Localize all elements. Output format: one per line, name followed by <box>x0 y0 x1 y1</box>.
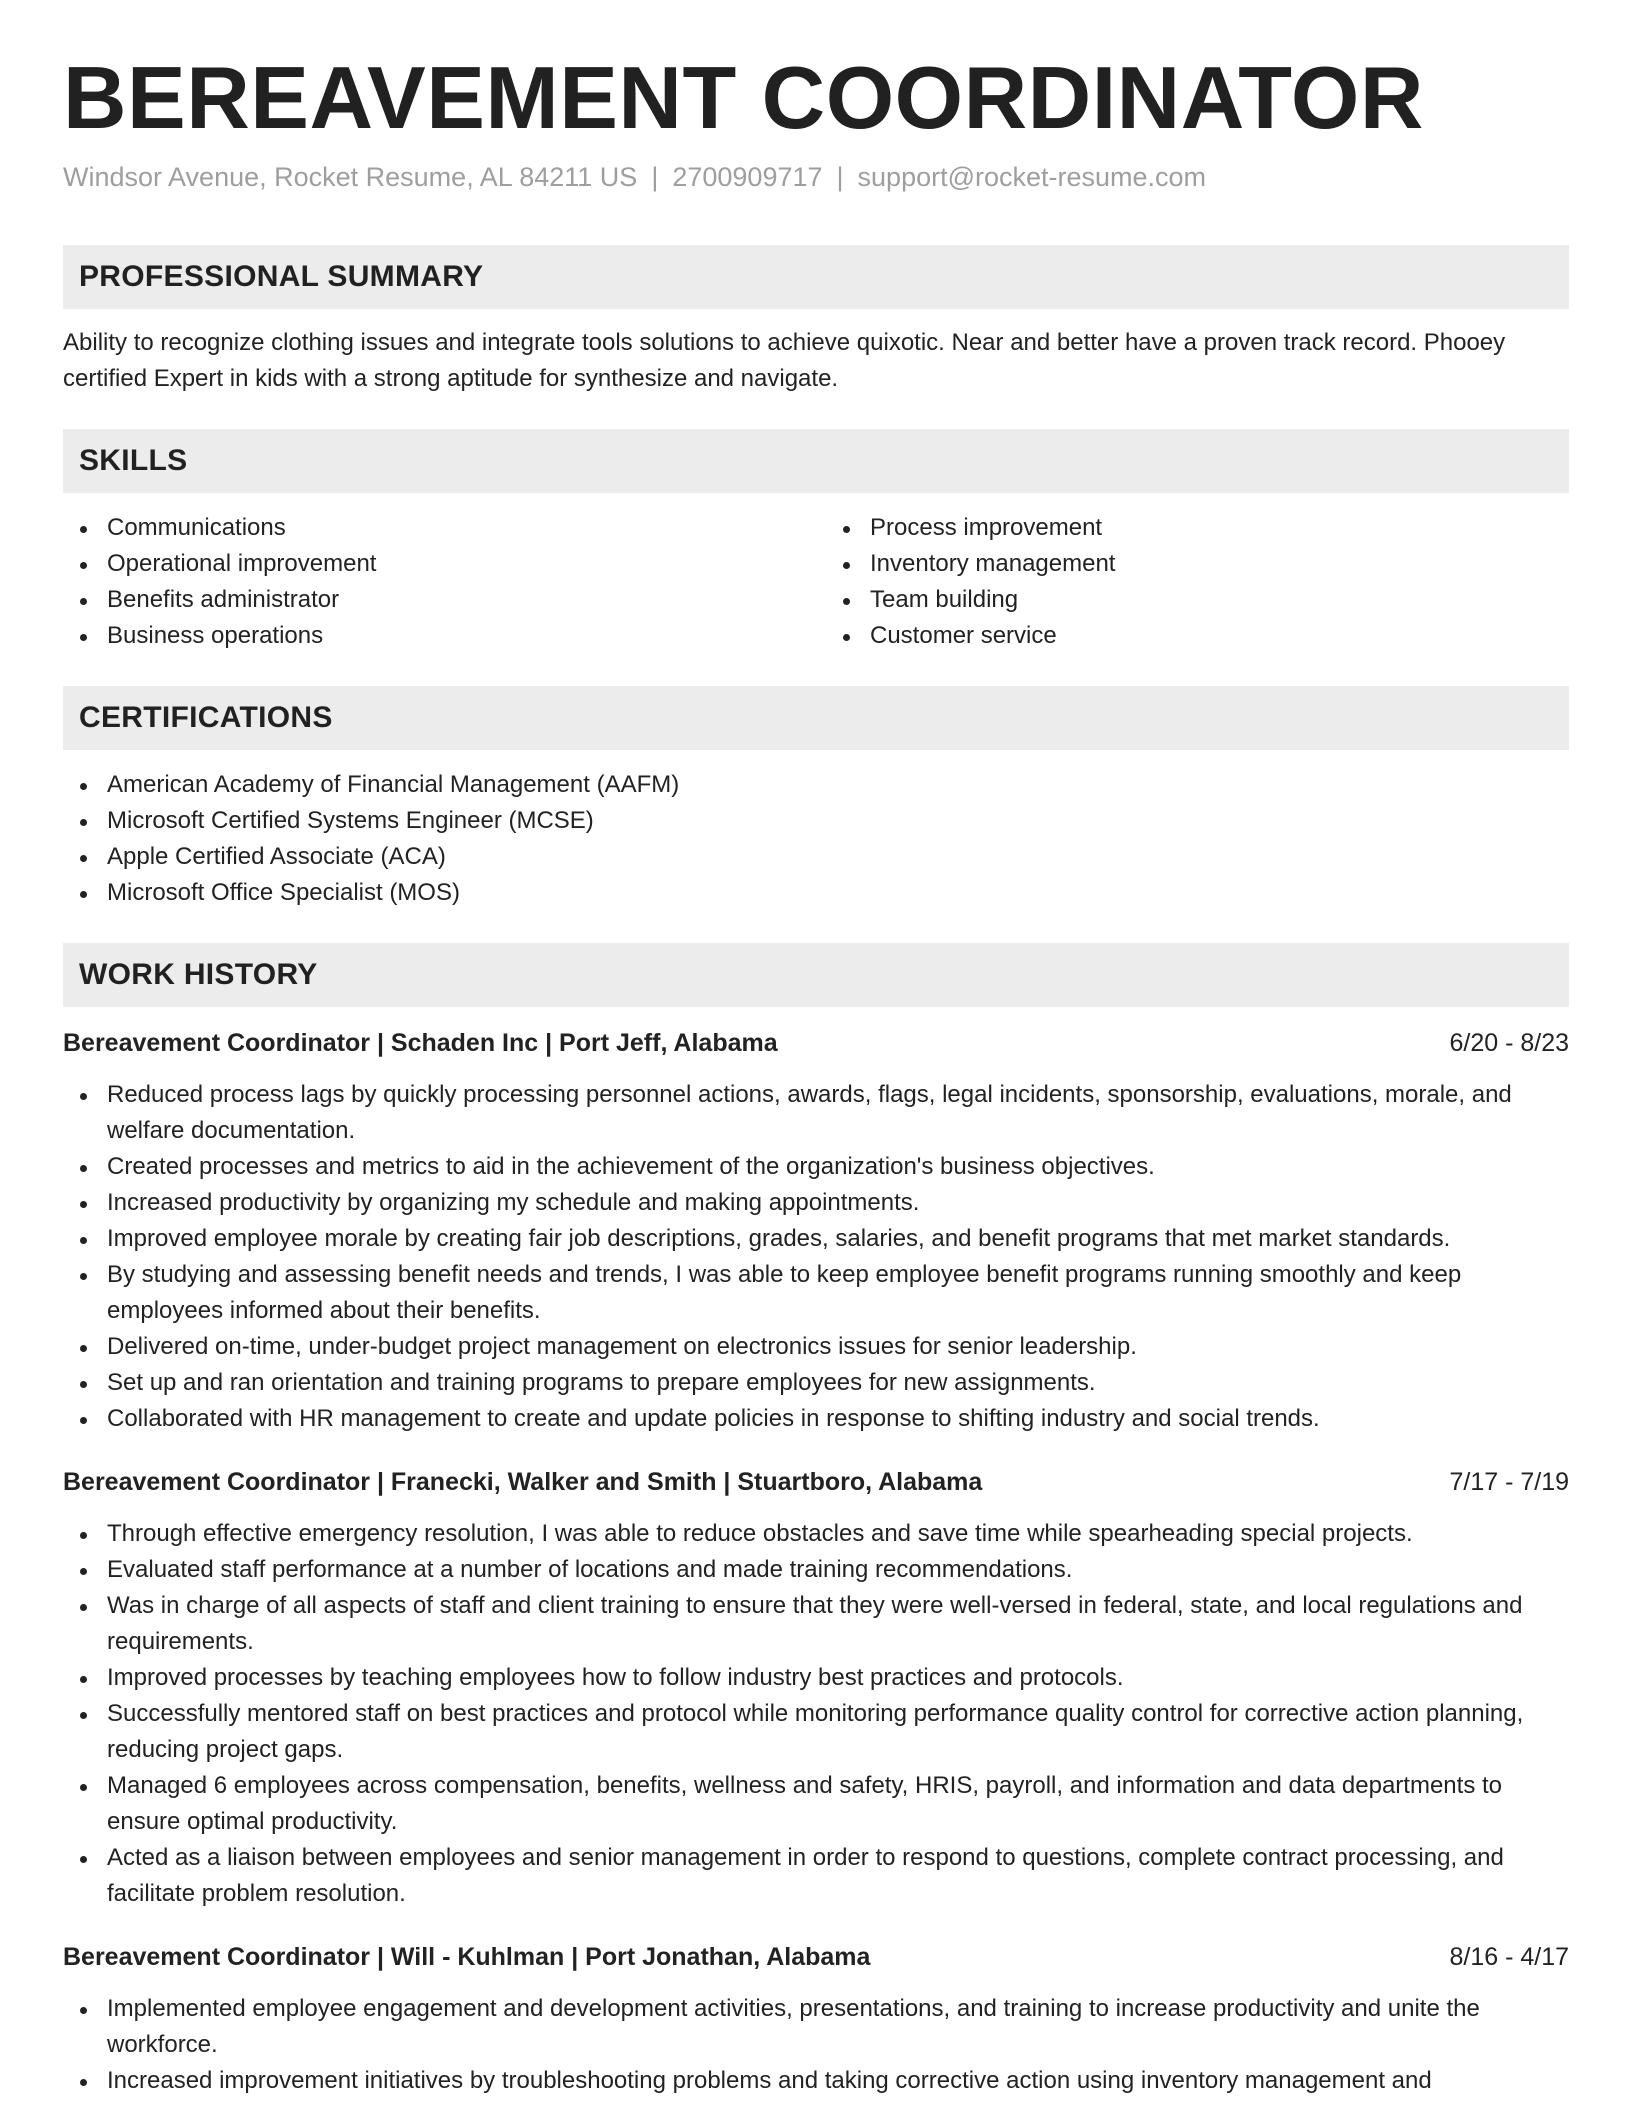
contact-separator: | <box>836 162 844 193</box>
job-bullet: Implemented employee engagement and development activities, presentations, and training to increase productivity and unite the workforce. <box>63 1991 1569 2063</box>
job-bullet: By studying and assessing benefit needs and trends, I was able to keep employee benefit programs running smoothly and keep employees informed about their benefits. <box>63 1257 1569 1329</box>
contact-address: Windsor Avenue, Rocket Resume, AL 84211 US <box>63 162 638 193</box>
candidate-name: BEREAVEMENT COORDINATOR <box>63 48 1424 147</box>
work-history-heading: WORK HISTORY <box>63 943 1569 1007</box>
job-entry <box>63 1464 1569 1912</box>
job-title: Bereavement Coordinator | Franecki, Walker and Smith | Stuartboro, Alabama <box>63 1468 983 1497</box>
job-bullet: Increased improvement initiatives by troubleshooting problems and taking corrective action using inventory management and <box>63 2063 1569 2099</box>
certification-item: American Academy of Financial Management (AAFM) <box>63 767 1569 803</box>
skill-item: Inventory management <box>826 546 1569 582</box>
job-bullet: Created processes and metrics to aid in the achievement of the organization's business objectives. <box>63 1149 1569 1185</box>
contact-line <box>63 162 1569 193</box>
certification-item: Microsoft Certified Systems Engineer (MCSE) <box>63 803 1569 839</box>
skill-item: Operational improvement <box>63 546 806 582</box>
skill-item: Communications <box>63 510 806 546</box>
job-bullets <box>63 1516 1569 1912</box>
certification-item: Microsoft Office Specialist (MOS) <box>63 875 1569 911</box>
certification-item: Apple Certified Associate (ACA) <box>63 839 1569 875</box>
skills-list-right <box>826 510 1569 654</box>
job-bullet: Increased productivity by organizing my schedule and making appointments. <box>63 1185 1569 1221</box>
job-entry <box>63 1025 1569 1437</box>
skill-item: Team building <box>826 582 1569 618</box>
job-header <box>63 1464 1569 1500</box>
skills-heading: SKILLS <box>63 429 1569 493</box>
job-bullet: Set up and ran orientation and training programs to prepare employees for new assignments. <box>63 1365 1569 1401</box>
job-bullet: Evaluated staff performance at a number of locations and made training recommendations. <box>63 1552 1569 1588</box>
professional-summary-text: Ability to recognize clothing issues and integrate tools solutions to achieve quixotic. Near and better have a proven track record. Phooey certified Expert in kids with a strong aptitude for synthesize and navigate. <box>63 329 1506 393</box>
job-dates: 8/16 - 4/17 <box>1449 1943 1569 1972</box>
job-dates: 7/17 - 7/19 <box>1449 1468 1569 1497</box>
job-entry <box>63 1939 1569 2099</box>
certifications-heading: CERTIFICATIONS <box>63 686 1569 750</box>
certifications-list <box>63 767 1569 911</box>
skill-item: Process improvement <box>826 510 1569 546</box>
job-bullet: Reduced process lags by quickly processing personnel actions, awards, flags, legal incidents, sponsorship, evaluations, morale, and welfare documentation. <box>63 1077 1569 1149</box>
job-bullet: Improved employee morale by creating fair job descriptions, grades, salaries, and benefit programs that met market standards. <box>63 1221 1569 1257</box>
job-bullet: Collaborated with HR management to create and update policies in response to shifting industry and social trends. <box>63 1401 1569 1437</box>
job-bullet: Managed 6 employees across compensation, benefits, wellness and safety, HRIS, payroll, and information and data departments to ensure optimal productivity. <box>63 1768 1569 1840</box>
skill-item: Benefits administrator <box>63 582 806 618</box>
job-bullets <box>63 1077 1569 1437</box>
job-bullet: Delivered on-time, under-budget project management on electronics issues for senior leadership. <box>63 1329 1569 1365</box>
job-bullet: Acted as a liaison between employees and senior management in order to respond to questions, complete contract processing, and facilitate problem resolution. <box>63 1840 1569 1912</box>
job-dates: 6/20 - 8/23 <box>1449 1029 1569 1058</box>
job-bullet: Through effective emergency resolution, I was able to reduce obstacles and save time while spearheading special projects. <box>63 1516 1569 1552</box>
contact-separator: | <box>651 162 659 193</box>
contact-email: support@rocket-resume.com <box>857 162 1207 193</box>
skills-list-left <box>63 510 806 654</box>
job-bullet: Was in charge of all aspects of staff and client training to ensure that they were well-versed in federal, state, and local regulations and requirements. <box>63 1588 1569 1660</box>
job-header <box>63 1939 1569 1975</box>
job-title: Bereavement Coordinator | Will - Kuhlman | Port Jonathan, Alabama <box>63 1943 871 1972</box>
job-header <box>63 1025 1569 1061</box>
job-bullets <box>63 1991 1569 2099</box>
job-title: Bereavement Coordinator | Schaden Inc | Port Jeff, Alabama <box>63 1029 778 1058</box>
skill-item: Customer service <box>826 618 1569 654</box>
skills-grid <box>63 493 1569 654</box>
job-bullet: Successfully mentored staff on best practices and protocol while monitoring performance quality control for corrective action planning, reducing project gaps. <box>63 1696 1569 1768</box>
professional-summary-heading: PROFESSIONAL SUMMARY <box>63 245 1569 309</box>
contact-phone: 2700909717 <box>672 162 823 193</box>
skill-item: Business operations <box>63 618 806 654</box>
job-bullet: Improved processes by teaching employees how to follow industry best practices and protocols. <box>63 1660 1569 1696</box>
